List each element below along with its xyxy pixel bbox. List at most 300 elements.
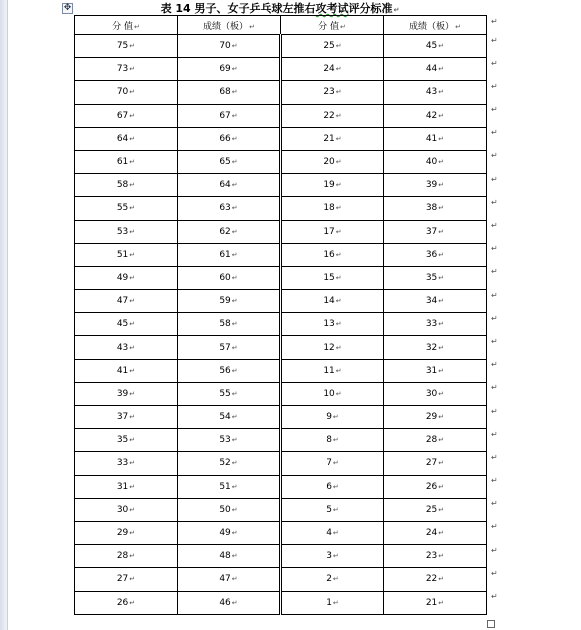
cell-value: 53 bbox=[116, 226, 129, 237]
cell-value: 39 bbox=[425, 180, 438, 191]
score-cell[interactable] bbox=[281, 81, 384, 104]
row-end-mark: ↵ bbox=[491, 81, 498, 91]
result-cell[interactable] bbox=[384, 35, 487, 58]
cell-value: 35 bbox=[425, 272, 438, 283]
cell-mark: ↵ bbox=[129, 88, 136, 97]
score-cell[interactable] bbox=[75, 521, 178, 544]
cell-value: 43 bbox=[425, 87, 438, 98]
score-cell[interactable] bbox=[75, 545, 178, 568]
cell-mark: ↵ bbox=[249, 22, 255, 31]
score-cell[interactable] bbox=[75, 313, 178, 336]
cell-value: 28 bbox=[116, 551, 129, 562]
cell-value: 52 bbox=[219, 458, 231, 469]
cell-value: 30 bbox=[116, 504, 129, 515]
cell-mark: ↵ bbox=[129, 134, 136, 143]
result-cell[interactable] bbox=[178, 150, 281, 173]
cell-value: 29 bbox=[116, 528, 129, 539]
score-cell[interactable] bbox=[281, 521, 384, 544]
cell-value: 19 bbox=[323, 180, 335, 191]
cell-value: 59 bbox=[219, 296, 231, 307]
cell-value: 22 bbox=[425, 574, 438, 585]
cell-value: 12 bbox=[323, 342, 335, 353]
cell-value: 37 bbox=[116, 412, 129, 423]
cell-mark: ↵ bbox=[438, 505, 445, 514]
cell-mark: ↵ bbox=[438, 204, 445, 213]
score-cell[interactable] bbox=[75, 591, 178, 614]
result-cell[interactable] bbox=[384, 498, 487, 521]
cell-value: 69 bbox=[219, 64, 231, 75]
score-cell[interactable] bbox=[75, 81, 178, 104]
result-cell[interactable] bbox=[384, 568, 487, 591]
result-cell[interactable] bbox=[384, 336, 487, 359]
score-cell[interactable] bbox=[281, 150, 384, 173]
result-cell[interactable] bbox=[384, 266, 487, 289]
caption-paragraph-mark: ↵ bbox=[393, 6, 400, 14]
score-cell[interactable] bbox=[281, 290, 384, 313]
cell-value: 38 bbox=[425, 203, 438, 214]
result-cell[interactable] bbox=[384, 382, 487, 405]
header-label: 成绩（板） bbox=[409, 21, 455, 32]
cell-value: 62 bbox=[219, 226, 231, 237]
score-cell[interactable] bbox=[281, 220, 384, 243]
cell-mark: ↵ bbox=[231, 413, 238, 422]
table-row bbox=[75, 290, 487, 313]
score-cell[interactable] bbox=[75, 359, 178, 382]
result-cell[interactable] bbox=[384, 174, 487, 197]
table-row bbox=[75, 58, 487, 81]
cell-mark: ↵ bbox=[438, 111, 445, 120]
result-cell[interactable] bbox=[178, 104, 281, 127]
cell-value: 20 bbox=[323, 157, 335, 168]
cell-value: 58 bbox=[219, 319, 231, 330]
header-score-left bbox=[75, 16, 178, 35]
cell-value: 42 bbox=[425, 110, 438, 121]
row-end-mark: ↵ bbox=[491, 383, 498, 393]
score-cell[interactable] bbox=[281, 475, 384, 498]
score-cell[interactable] bbox=[75, 290, 178, 313]
row-end-mark: ↵ bbox=[491, 290, 498, 300]
score-cell[interactable] bbox=[281, 568, 384, 591]
score-cell[interactable] bbox=[281, 197, 384, 220]
score-cell[interactable] bbox=[75, 452, 178, 475]
cell-value: 43 bbox=[116, 342, 129, 353]
score-cell[interactable] bbox=[75, 429, 178, 452]
cell-value: 65 bbox=[219, 157, 231, 168]
row-end-mark: ↵ bbox=[491, 244, 498, 254]
header-result-left bbox=[178, 16, 281, 35]
result-cell[interactable] bbox=[178, 406, 281, 429]
cell-mark: ↵ bbox=[438, 273, 445, 282]
cell-value: 11 bbox=[323, 365, 335, 376]
cell-value: 33 bbox=[116, 458, 129, 469]
cell-mark: ↵ bbox=[332, 575, 339, 584]
cell-value: 31 bbox=[116, 481, 129, 492]
table-row bbox=[75, 336, 487, 359]
cell-value: 56 bbox=[219, 365, 231, 376]
cell-value: 31 bbox=[425, 365, 438, 376]
score-cell[interactable] bbox=[75, 382, 178, 405]
cell-mark: ↵ bbox=[335, 111, 342, 120]
cell-mark: ↵ bbox=[438, 134, 445, 143]
cell-mark: ↵ bbox=[438, 158, 445, 167]
cell-mark: ↵ bbox=[335, 320, 342, 329]
cell-value: 15 bbox=[323, 272, 335, 283]
cell-value: 70 bbox=[116, 87, 129, 98]
cell-value: 26 bbox=[425, 481, 438, 492]
result-cell[interactable] bbox=[384, 290, 487, 313]
cell-value: 10 bbox=[323, 388, 335, 399]
cell-value: 75 bbox=[116, 41, 129, 52]
score-cell[interactable] bbox=[281, 243, 384, 266]
result-cell[interactable] bbox=[384, 81, 487, 104]
score-cell[interactable] bbox=[75, 336, 178, 359]
cell-mark: ↵ bbox=[335, 134, 342, 143]
cell-mark: ↵ bbox=[129, 552, 136, 561]
cell-value: 55 bbox=[116, 203, 129, 214]
cell-mark: ↵ bbox=[129, 413, 136, 422]
table-move-handle-icon[interactable]: ✥ bbox=[63, 3, 72, 13]
score-cell[interactable] bbox=[75, 197, 178, 220]
cell-mark: ↵ bbox=[438, 482, 445, 491]
score-cell[interactable] bbox=[75, 568, 178, 591]
row-end-mark: ↵ bbox=[491, 105, 498, 115]
score-cell[interactable] bbox=[281, 591, 384, 614]
result-cell[interactable] bbox=[178, 591, 281, 614]
table-row bbox=[75, 521, 487, 544]
cell-mark: ↵ bbox=[332, 505, 339, 514]
cell-value: 47 bbox=[116, 296, 129, 307]
result-cell[interactable] bbox=[384, 243, 487, 266]
cell-mark: ↵ bbox=[438, 598, 445, 607]
result-cell[interactable] bbox=[178, 266, 281, 289]
cell-mark: ↵ bbox=[340, 22, 346, 31]
result-cell[interactable] bbox=[178, 545, 281, 568]
cell-value: 6 bbox=[326, 481, 332, 492]
cell-value: 44 bbox=[425, 64, 438, 75]
cell-value: 22 bbox=[323, 110, 335, 121]
result-cell[interactable] bbox=[384, 127, 487, 150]
score-cell[interactable] bbox=[281, 406, 384, 429]
cell-mark: ↵ bbox=[129, 227, 136, 236]
score-cell[interactable] bbox=[281, 58, 384, 81]
score-cell[interactable] bbox=[75, 58, 178, 81]
cell-value: 18 bbox=[323, 203, 335, 214]
header-label: 分 值 bbox=[318, 21, 339, 32]
score-cell[interactable] bbox=[75, 150, 178, 173]
cell-mark: ↵ bbox=[129, 320, 136, 329]
cell-mark: ↵ bbox=[438, 366, 445, 375]
result-cell[interactable] bbox=[178, 290, 281, 313]
cell-mark: ↵ bbox=[438, 181, 445, 190]
score-cell[interactable] bbox=[75, 266, 178, 289]
caption-prefix: 表 14 男子、女子乒乓球左推右 bbox=[160, 2, 316, 15]
cell-mark: ↵ bbox=[129, 366, 136, 375]
result-cell[interactable] bbox=[178, 452, 281, 475]
row-end-mark: ↵ bbox=[491, 499, 498, 509]
cell-mark: ↵ bbox=[335, 227, 342, 236]
score-cell[interactable] bbox=[281, 359, 384, 382]
cell-value: 27 bbox=[425, 458, 438, 469]
table-resize-handle[interactable] bbox=[487, 620, 495, 628]
cell-mark: ↵ bbox=[129, 459, 136, 468]
score-cell[interactable] bbox=[281, 35, 384, 58]
cell-mark: ↵ bbox=[231, 134, 238, 143]
cell-value: 13 bbox=[323, 319, 335, 330]
cell-mark: ↵ bbox=[455, 22, 461, 31]
result-cell[interactable] bbox=[178, 197, 281, 220]
score-cell[interactable] bbox=[75, 35, 178, 58]
row-end-mark: ↵ bbox=[491, 221, 498, 230]
cell-value: 49 bbox=[219, 528, 231, 539]
cell-mark: ↵ bbox=[335, 389, 342, 398]
cell-mark: ↵ bbox=[129, 42, 136, 51]
table-row bbox=[75, 266, 487, 289]
table-row bbox=[75, 313, 487, 336]
result-cell[interactable] bbox=[178, 336, 281, 359]
cell-value: 28 bbox=[425, 435, 438, 446]
cell-value: 50 bbox=[219, 504, 231, 515]
cell-mark: ↵ bbox=[231, 529, 238, 538]
cell-value: 64 bbox=[116, 133, 129, 144]
result-cell[interactable] bbox=[384, 197, 487, 220]
cell-mark: ↵ bbox=[231, 273, 238, 282]
table-row bbox=[75, 197, 487, 220]
cell-mark: ↵ bbox=[231, 366, 238, 375]
cell-value: 24 bbox=[323, 64, 335, 75]
cell-mark: ↵ bbox=[438, 529, 445, 538]
result-cell[interactable] bbox=[384, 429, 487, 452]
cell-mark: ↵ bbox=[231, 158, 238, 167]
row-end-mark: ↵ bbox=[491, 174, 498, 184]
cell-value: 30 bbox=[425, 388, 438, 399]
cell-value: 57 bbox=[219, 342, 231, 353]
result-cell[interactable] bbox=[178, 127, 281, 150]
cell-value: 58 bbox=[116, 180, 129, 191]
result-cell[interactable] bbox=[178, 568, 281, 591]
result-cell[interactable] bbox=[384, 58, 487, 81]
header-label: 成绩（板） bbox=[203, 21, 249, 32]
score-cell[interactable] bbox=[281, 545, 384, 568]
score-cell[interactable] bbox=[75, 243, 178, 266]
result-cell[interactable] bbox=[384, 104, 487, 127]
score-cell[interactable] bbox=[75, 127, 178, 150]
cell-value: 66 bbox=[219, 133, 231, 144]
cell-value: 70 bbox=[219, 41, 231, 52]
score-cell[interactable] bbox=[281, 266, 384, 289]
result-cell[interactable] bbox=[178, 429, 281, 452]
cell-mark: ↵ bbox=[129, 158, 136, 167]
result-cell[interactable] bbox=[384, 406, 487, 429]
cell-mark: ↵ bbox=[129, 250, 136, 259]
row-end-mark: ↵ bbox=[491, 336, 498, 346]
result-cell[interactable] bbox=[178, 220, 281, 243]
score-cell[interactable] bbox=[281, 104, 384, 127]
cell-value: 25 bbox=[323, 41, 335, 52]
table-row bbox=[75, 568, 487, 591]
cell-value: 51 bbox=[219, 481, 231, 492]
scoring-table bbox=[74, 15, 487, 615]
cell-mark: ↵ bbox=[129, 529, 136, 538]
cell-value: 2 bbox=[326, 574, 332, 585]
row-end-mark: ↵ bbox=[491, 429, 498, 439]
cell-mark: ↵ bbox=[231, 389, 238, 398]
cell-value: 47 bbox=[219, 574, 231, 585]
result-cell[interactable] bbox=[178, 382, 281, 405]
table-row bbox=[75, 174, 487, 197]
cell-mark: ↵ bbox=[335, 366, 342, 375]
caption-spellcheck-flag: 攻考试 bbox=[315, 2, 349, 15]
score-cell[interactable] bbox=[281, 452, 384, 475]
cell-mark: ↵ bbox=[231, 204, 238, 213]
score-cell[interactable] bbox=[75, 220, 178, 243]
cell-mark: ↵ bbox=[231, 88, 238, 97]
cell-value: 41 bbox=[116, 365, 129, 376]
result-cell[interactable] bbox=[384, 220, 487, 243]
cell-mark: ↵ bbox=[332, 552, 339, 561]
score-cell[interactable] bbox=[281, 429, 384, 452]
row-end-mark: ↵ bbox=[491, 360, 498, 370]
cell-mark: ↵ bbox=[129, 181, 136, 190]
cell-mark: ↵ bbox=[335, 88, 342, 97]
cell-value: 14 bbox=[323, 296, 335, 307]
cell-value: 4 bbox=[326, 528, 332, 539]
cell-value: 8 bbox=[326, 435, 332, 446]
result-cell[interactable] bbox=[178, 521, 281, 544]
cell-value: 26 bbox=[116, 597, 129, 608]
cell-value: 61 bbox=[116, 157, 129, 168]
cell-value: 1 bbox=[326, 597, 332, 608]
cell-mark: ↵ bbox=[332, 436, 339, 445]
cell-value: 46 bbox=[219, 597, 231, 608]
cell-value: 40 bbox=[425, 157, 438, 168]
cell-value: 17 bbox=[323, 226, 335, 237]
table-row bbox=[75, 104, 487, 127]
cell-mark: ↵ bbox=[231, 343, 238, 352]
cell-mark: ↵ bbox=[335, 297, 342, 306]
cell-mark: ↵ bbox=[129, 111, 136, 120]
cell-mark: ↵ bbox=[231, 42, 238, 51]
table-row bbox=[75, 406, 487, 429]
row-end-mark: ↵ bbox=[491, 568, 498, 578]
result-cell[interactable] bbox=[178, 35, 281, 58]
result-cell[interactable] bbox=[178, 58, 281, 81]
cell-value: 37 bbox=[425, 226, 438, 237]
result-cell[interactable] bbox=[384, 521, 487, 544]
result-cell[interactable] bbox=[178, 475, 281, 498]
cell-mark: ↵ bbox=[332, 598, 339, 607]
cell-mark: ↵ bbox=[231, 250, 238, 259]
score-cell[interactable] bbox=[75, 475, 178, 498]
cell-mark: ↵ bbox=[231, 482, 238, 491]
result-cell[interactable] bbox=[178, 498, 281, 521]
cell-value: 54 bbox=[219, 412, 231, 423]
cell-value: 39 bbox=[116, 388, 129, 399]
result-cell[interactable] bbox=[384, 591, 487, 614]
cell-mark: ↵ bbox=[129, 505, 136, 514]
table-header-row bbox=[75, 16, 487, 35]
row-end-mark: ↵ bbox=[491, 522, 498, 532]
cell-value: 7 bbox=[326, 458, 332, 469]
result-cell[interactable] bbox=[178, 174, 281, 197]
score-cell[interactable] bbox=[75, 174, 178, 197]
cell-mark: ↵ bbox=[438, 459, 445, 468]
cell-mark: ↵ bbox=[231, 111, 238, 120]
cell-value: 60 bbox=[219, 272, 231, 283]
cell-mark: ↵ bbox=[438, 227, 445, 236]
table-row bbox=[75, 150, 487, 173]
cell-mark: ↵ bbox=[332, 529, 339, 538]
score-cell[interactable] bbox=[281, 498, 384, 521]
table-row bbox=[75, 220, 487, 243]
cell-value: 33 bbox=[425, 319, 438, 330]
row-end-mark: ↵ bbox=[491, 406, 498, 416]
result-cell[interactable] bbox=[384, 452, 487, 475]
cell-value: 45 bbox=[425, 41, 438, 52]
cell-mark: ↵ bbox=[438, 575, 445, 584]
score-cell[interactable] bbox=[75, 104, 178, 127]
row-end-mark: ↵ bbox=[491, 16, 498, 26]
result-cell[interactable] bbox=[178, 81, 281, 104]
score-cell[interactable] bbox=[75, 498, 178, 521]
cell-mark: ↵ bbox=[231, 598, 238, 607]
score-cell[interactable] bbox=[281, 336, 384, 359]
row-end-mark: ↵ bbox=[491, 592, 498, 601]
score-cell[interactable] bbox=[75, 406, 178, 429]
score-cell[interactable] bbox=[281, 174, 384, 197]
table-row bbox=[75, 382, 487, 405]
table-row bbox=[75, 452, 487, 475]
row-end-mark: ↵ bbox=[491, 267, 498, 277]
result-cell[interactable] bbox=[384, 359, 487, 382]
cell-mark: ↵ bbox=[335, 181, 342, 190]
cell-mark: ↵ bbox=[438, 343, 445, 352]
cell-value: 68 bbox=[219, 87, 231, 98]
header-label: 分 值 bbox=[112, 21, 133, 32]
cell-mark: ↵ bbox=[129, 65, 136, 74]
row-end-mark: ↵ bbox=[491, 476, 498, 486]
cell-value: 61 bbox=[219, 249, 231, 260]
score-cell[interactable] bbox=[281, 313, 384, 336]
cell-mark: ↵ bbox=[231, 227, 238, 236]
score-cell[interactable] bbox=[281, 127, 384, 150]
result-cell[interactable] bbox=[178, 243, 281, 266]
result-cell[interactable] bbox=[384, 313, 487, 336]
cell-value: 29 bbox=[425, 412, 438, 423]
row-end-mark: ↵ bbox=[491, 151, 498, 161]
cell-mark: ↵ bbox=[231, 65, 238, 74]
cell-value: 67 bbox=[116, 110, 129, 121]
table-row bbox=[75, 359, 487, 382]
cell-mark: ↵ bbox=[129, 575, 136, 584]
cell-value: 48 bbox=[219, 551, 231, 562]
result-cell[interactable] bbox=[384, 475, 487, 498]
cell-value: 25 bbox=[425, 504, 438, 515]
cell-mark: ↵ bbox=[335, 204, 342, 213]
result-cell[interactable] bbox=[178, 313, 281, 336]
result-cell[interactable] bbox=[178, 359, 281, 382]
cell-mark: ↵ bbox=[129, 273, 136, 282]
cell-value: 64 bbox=[219, 180, 231, 191]
score-cell[interactable] bbox=[281, 382, 384, 405]
cell-value: 32 bbox=[425, 342, 438, 353]
result-cell[interactable] bbox=[384, 150, 487, 173]
row-end-mark: ↵ bbox=[491, 35, 498, 45]
result-cell[interactable] bbox=[384, 545, 487, 568]
cell-mark: ↵ bbox=[335, 250, 342, 259]
cell-value: 67 bbox=[219, 110, 231, 121]
table-row bbox=[75, 545, 487, 568]
cell-value: 9 bbox=[326, 412, 332, 423]
